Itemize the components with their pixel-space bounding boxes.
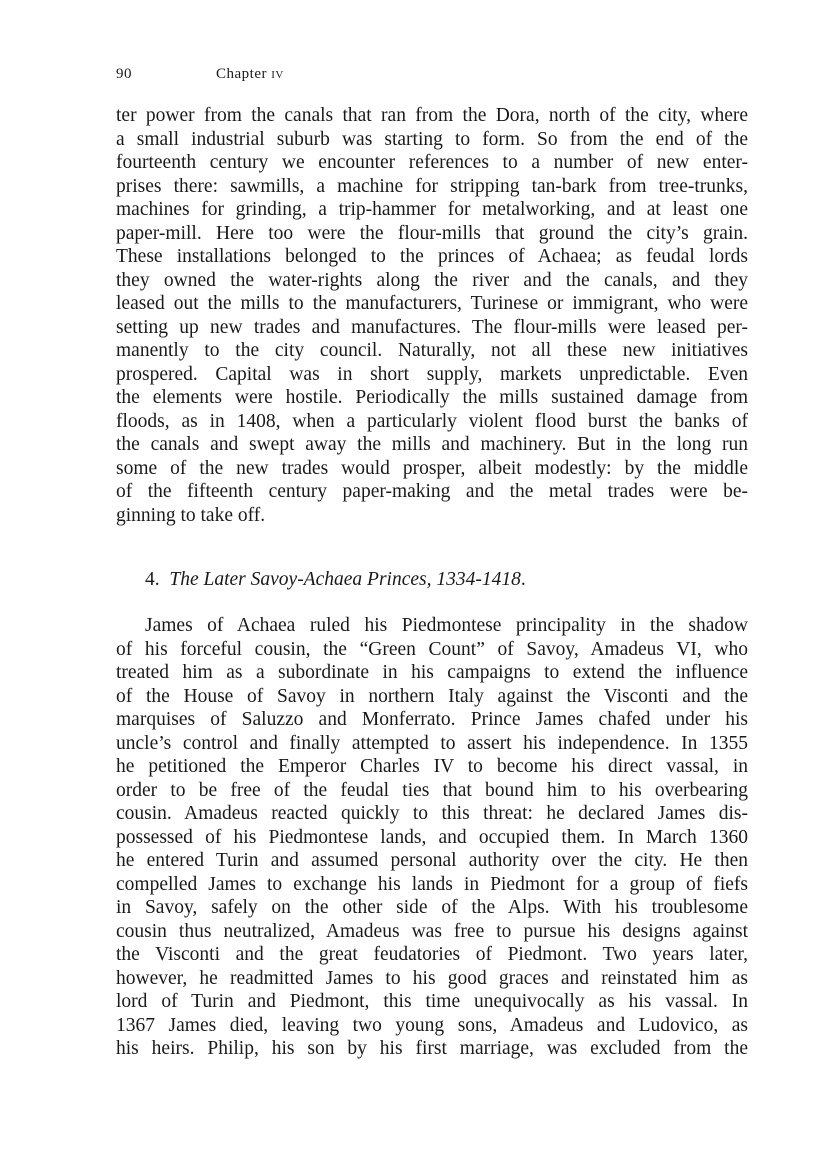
text-line: cousin. Amadeus reacted quickly to this threat: he declared James dis- [116, 803, 748, 824]
text-line: of the House of Savoy in northern Italy against the Visconti and the [116, 685, 748, 707]
section-title-period: . [520, 569, 526, 590]
section-number: 4. [145, 569, 160, 590]
text-line: uncle’s control and finally attempted to assert his independence. In 1355 [116, 732, 748, 754]
text-line: fourteenth century we encounter references to a number of new enter- [116, 152, 748, 173]
text-line: prises there: sawmills, a machine for stripping tan-bark from tree-trunks, [116, 175, 748, 197]
text-line: floods, as in 1408, when a particularly violent flood burst the banks of [116, 410, 748, 432]
text-line: of the fifteenth century paper-making and the metal trades were be- [116, 481, 748, 502]
running-head [116, 66, 284, 83]
text-line: the elements were hostile. Periodically the mills sustained damage from [116, 387, 748, 408]
paragraph [116, 614, 748, 1061]
text-line: manently to the city council. Naturally, not all these new initiatives [116, 340, 748, 361]
text-line: ter power from the canals that ran from the Dora, north of the city, where [116, 105, 748, 126]
chapter-word: Chapter [216, 66, 267, 82]
text-line: in Savoy, safely on the other side of the Alps. With his troublesome [116, 897, 748, 918]
text-line: a small industrial suburb was starting to form. So from the end of the [116, 128, 748, 150]
text-line: 1367 James died, leaving two young sons, Amadeus and Ludovico, as [116, 1014, 748, 1036]
text-line: possessed of his Piedmontese lands, and occupied them. In March 1360 [116, 826, 748, 848]
chapter-label [216, 66, 284, 83]
text-line: order to be free of the feudal ties that bound him to his overbearing [116, 779, 748, 801]
text-line: however, he readmitted James to his good graces and reinstated him as [116, 967, 748, 989]
text-line: leased out the mills to the manufacturers, Turinese or immigrant, who were [116, 293, 748, 314]
text-line: they owned the water-rights along the river and the canals, and they [116, 269, 748, 291]
text-line: some of the new trades would prosper, albeit modestly: by the middle [116, 457, 748, 479]
text-line: he entered Turin and assumed personal authority over the city. He then [116, 850, 748, 871]
text-line: ginning to take off. [116, 504, 266, 526]
text-line: of his forceful cousin, the “Green Count” of Savoy, Amadeus VI, who [116, 638, 748, 660]
text-line: cousin thus neutralized, Amadeus was free to pursue his designs against [116, 920, 748, 942]
text-line: paper-mill. Here too were the flour-mills that ground the city’s grain. [116, 222, 748, 244]
text-line: the canals and swept away the mills and machinery. But in the long run [116, 434, 748, 455]
text-line: treated him as a subordinate in his campaigns to extend the influence [116, 662, 748, 683]
text-line: lord of Turin and Piedmont, this time unequivocally as his vassal. In [116, 991, 748, 1012]
paragraph-continued [116, 104, 748, 527]
text-line: machines for grinding, a trip-hammer for metalworking, and at least one [116, 199, 748, 220]
text-line: These installations belonged to the princes of Achaea; as feudal lords [116, 246, 748, 267]
text-line: he petitioned the Emperor Charles IV to become his direct vassal, in [116, 756, 748, 777]
text-line: prospered. Capital was in short supply, markets unpredictable. Even [116, 363, 748, 385]
text-line: the Visconti and the great feudatories of Piedmont. Two years later, [116, 944, 748, 965]
text-line: setting up new trades and manufactures. The flour-mills were leased per- [116, 316, 748, 338]
text-line: marquises of Saluzzo and Monferrato. Prince James chafed under his [116, 709, 748, 730]
text-line: compelled James to exchange his lands in Piedmont for a group of fiefs [116, 873, 748, 895]
page-number: 90 [116, 66, 132, 82]
chapter-numeral: iv [271, 66, 284, 82]
text-line: James of Achaea ruled his Piedmontese principality in the shadow [145, 615, 748, 636]
section-heading [145, 568, 526, 592]
text-line: his heirs. Philip, his son by his first marriage, was excluded from the [116, 1038, 748, 1059]
section-title: The Later Savoy-Achaea Princes, 1334-1418 [169, 569, 521, 590]
